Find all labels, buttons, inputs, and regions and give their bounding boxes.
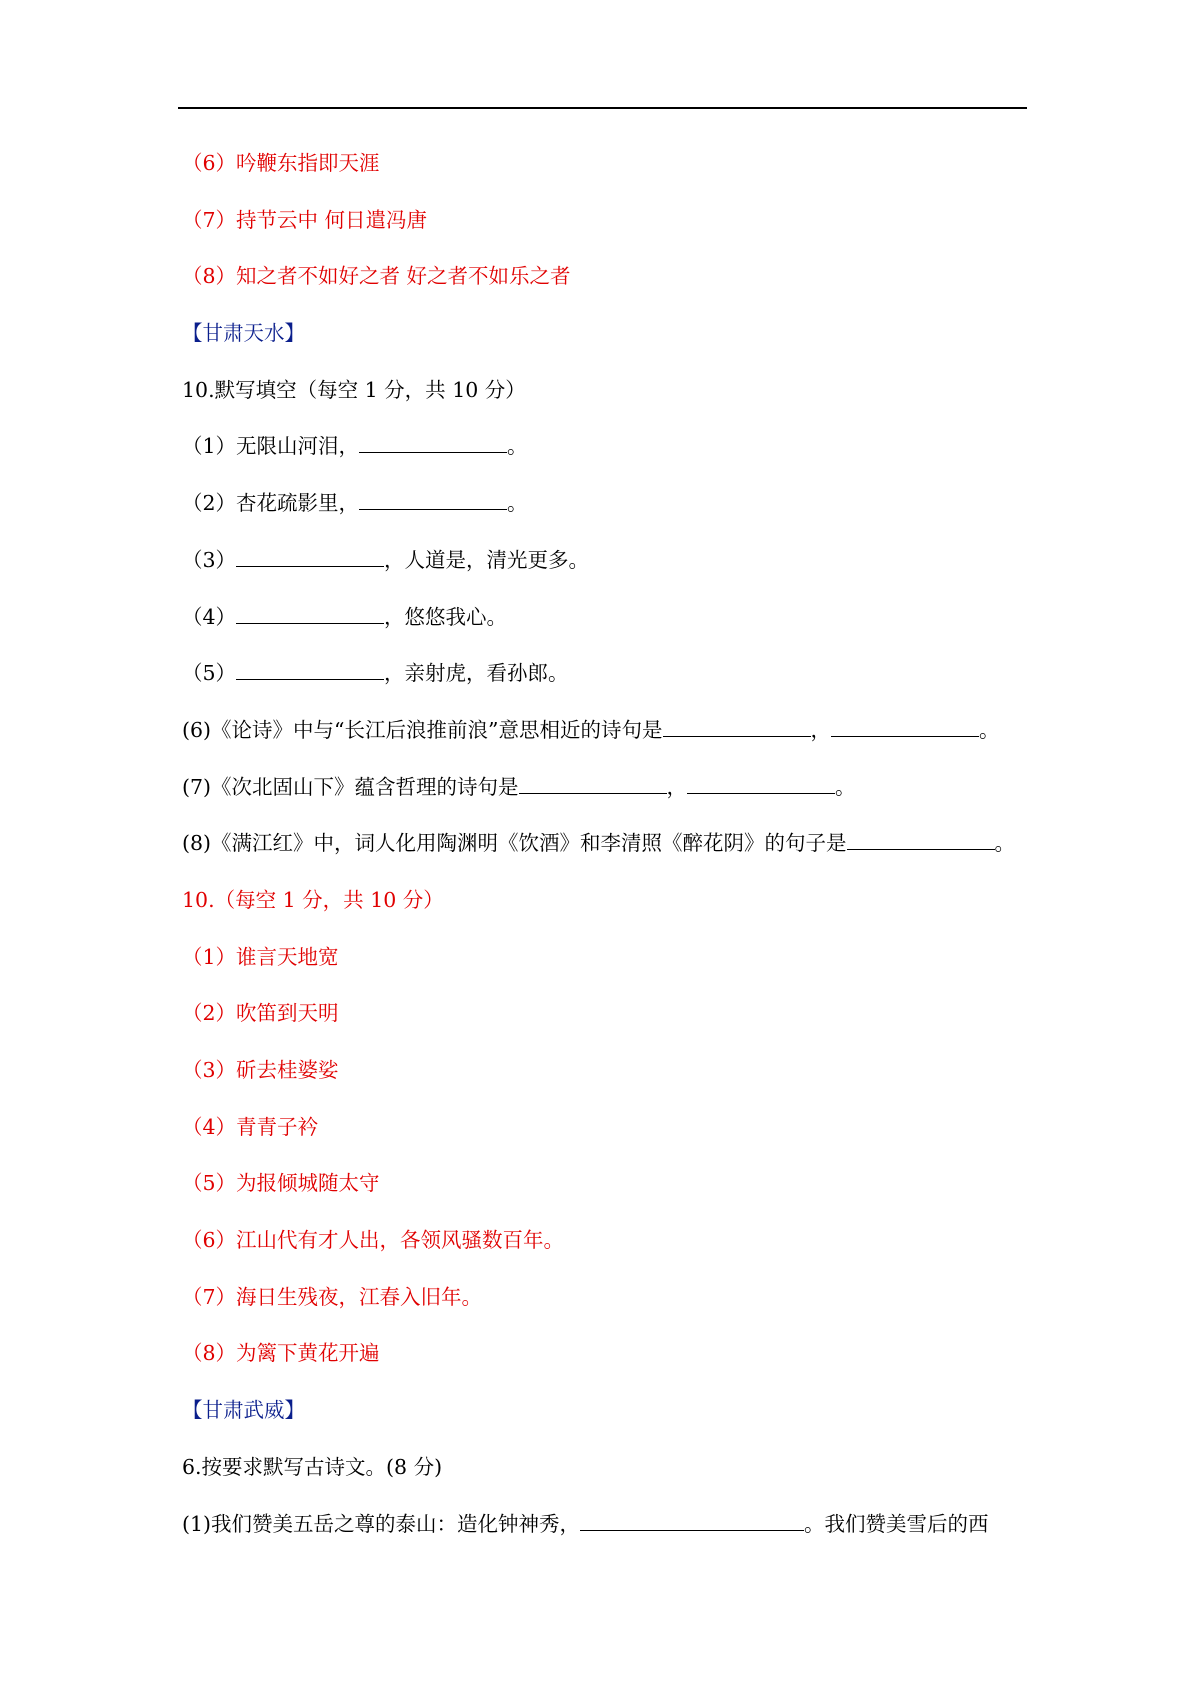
document-body xyxy=(182,145,1032,1562)
fill-blank xyxy=(236,599,384,624)
question-10-item-8: (8)《满江红》中，词人化用陶渊明《饮酒》和李清照《醉花阴》的句子是 。 xyxy=(182,825,1032,882)
fill-blank xyxy=(687,769,835,794)
fill-blank xyxy=(663,712,811,737)
question-10-item-4: （4） ，悠悠我心。 xyxy=(182,599,1032,656)
answer-10-item-3: （3）斫去桂婆娑 xyxy=(182,1058,339,1082)
question-10-item-1: （1）无限山河泪， 。 xyxy=(182,428,1032,485)
question-10-title: 10.默写填空（每空 1 分，共 10 分） xyxy=(182,377,526,402)
answer-line-8: （8）知之者不如好之者 好之者不如乐之者 xyxy=(182,264,571,289)
region-heading-tianshui: 【甘肃天水】 xyxy=(182,321,305,346)
fill-blank xyxy=(359,485,507,510)
question-10-item-6: (6)《论诗》中与“长江后浪推前浪”意思相近的诗句是 ， 。 xyxy=(182,712,1032,769)
answer-10-item-4: （4）青青子衿 xyxy=(182,1114,319,1139)
question-10-item-2: （2）杏花疏影里， 。 xyxy=(182,485,1032,542)
question-6-item-1: (1)我们赞美五岳之尊的泰山：造化钟神秀， 。我们赞美雪后的西 xyxy=(182,1506,1032,1563)
question-10-item-7: (7)《次北固山下》蕴含哲理的诗句是 ， 。 xyxy=(182,769,1032,826)
fill-blank xyxy=(236,655,384,680)
answer-10-item-1: （1）谁言天地宽 xyxy=(182,944,339,969)
answer-10-item-8: （8）为篱下黄花开遍 xyxy=(182,1341,380,1366)
answer-10-item-6: （6）江山代有才人出，各领风骚数百年。 xyxy=(182,1228,565,1253)
answer-line-7: （7）持节云中 何日遣冯唐 xyxy=(182,207,428,232)
answer-line-6: （6）吟鞭东指即天涯 xyxy=(182,151,380,175)
fill-blank xyxy=(236,542,384,567)
region-heading-wuwei: 【甘肃武威】 xyxy=(182,1398,305,1423)
question-10-item-3: （3） ，人道是，清光更多。 xyxy=(182,542,1032,599)
answer-10-title: 10.（每空 1 分，共 10 分） xyxy=(182,887,444,912)
fill-blank xyxy=(847,825,995,850)
question-10-item-5: （5） ，亲射虎，看孙郎。 xyxy=(182,655,1032,712)
fill-blank xyxy=(519,769,667,794)
header-rule xyxy=(178,107,1027,109)
fill-blank xyxy=(359,428,507,453)
question-6-title: 6.按要求默写古诗文。(8 分) xyxy=(182,1454,443,1479)
answer-10-item-5: （5）为报倾城随太守 xyxy=(182,1171,380,1196)
answer-10-item-2: （2）吹笛到天明 xyxy=(182,1001,339,1026)
fill-blank xyxy=(831,712,979,737)
fill-blank xyxy=(580,1506,804,1531)
answer-10-item-7: （7）海日生残夜，江春入旧年。 xyxy=(182,1284,483,1309)
